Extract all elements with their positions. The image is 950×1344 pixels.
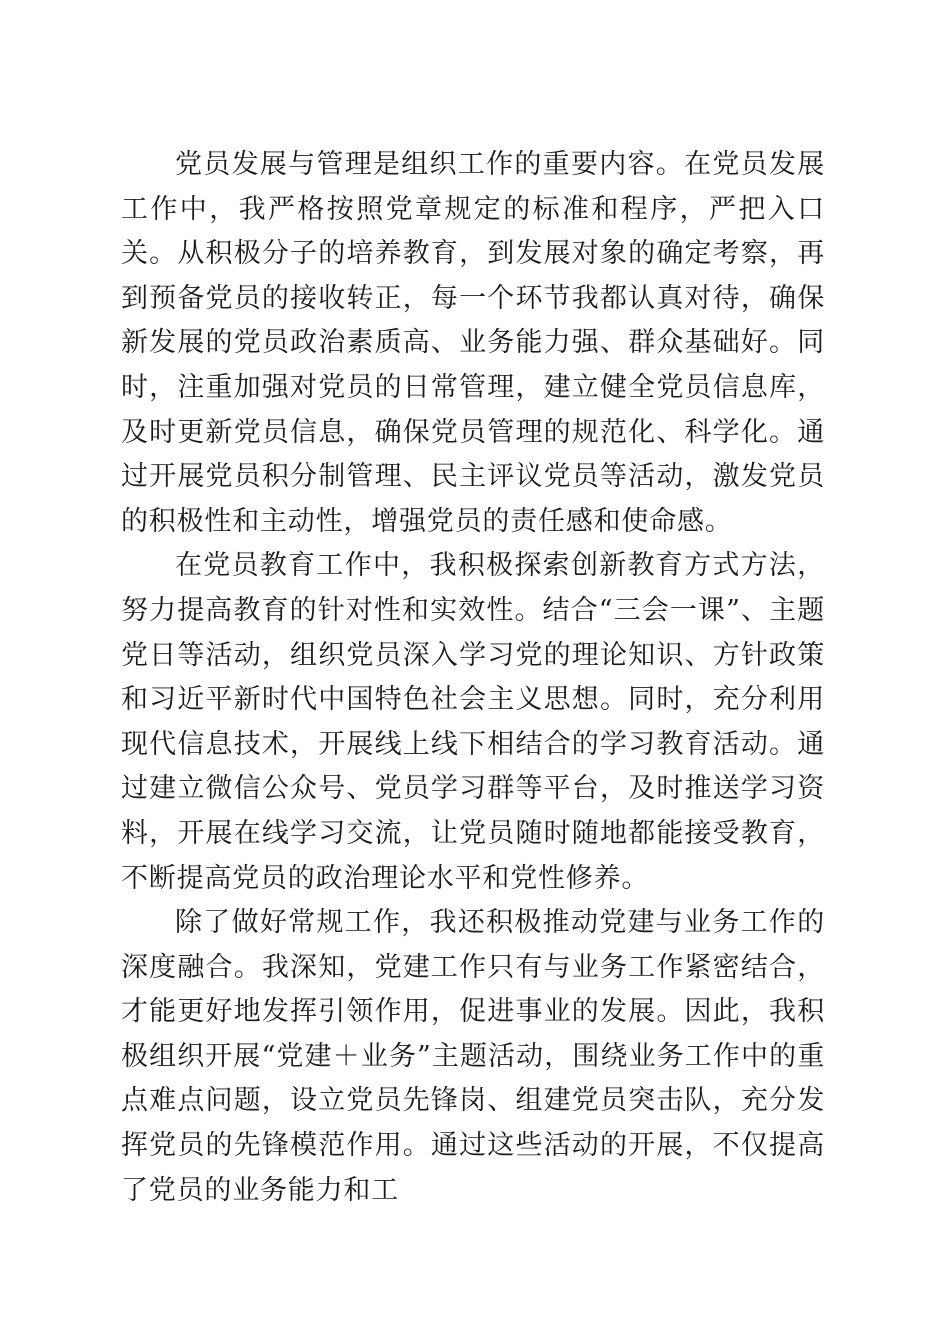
paragraph-party-member-education: 在党员教育工作中，我积极探索创新教育方式方法，努力提高教育的针对性和实效性。结合“三会一课”、主题党日等活动，组织党员深入学习党的理论知识、方针政策和习近平新时代中国特色社会主义思想。同时，充分利用现代信息技术，开展线上线下相结合的学习教育活动。通过建立微信公众号、党员学习群等平台，及时推送学习资料，开展在线学习交流，让党员随时随地都能接受教育，不断提高党员的政治理论水平和党性修养。 <box>121 550 825 894</box>
document-body <box>121 143 825 1213</box>
paragraph-party-building-integration: 除了做好常规工作，我还积极推动党建与业务工作的深度融合。我深知，党建工作只有与业务工作紧密结合，才能更好地发挥引领作用，促进事业的发展。因此，我积极组织开展“党建＋业务”主题活动，围绕业务工作中的重点难点问题，设立党员先锋岗、组建党员突击队，充分发挥党员的先锋模范作用。通过这些活动的开展，不仅提高了党员的业务能力和工 <box>121 907 825 1206</box>
paragraph-party-member-development: 党员发展与管理是组织工作的重要内容。在党员发展工作中，我严格按照党章规定的标准和程序，严把入口关。从积极分子的培养教育，到发展对象的确定考察，再到预备党员的接收转正，每一个环节我都认真对待，确保新发展的党员政治素质高、业务能力强、群众基础好。同时，注重加强对党员的日常管理，建立健全党员信息库，及时更新党员信息，确保党员管理的规范化、科学化。通过开展党员积分制管理、民主评议党员等活动，激发党员的积极性和主动性，增强党员的责任感和使命感。 <box>121 149 825 537</box>
